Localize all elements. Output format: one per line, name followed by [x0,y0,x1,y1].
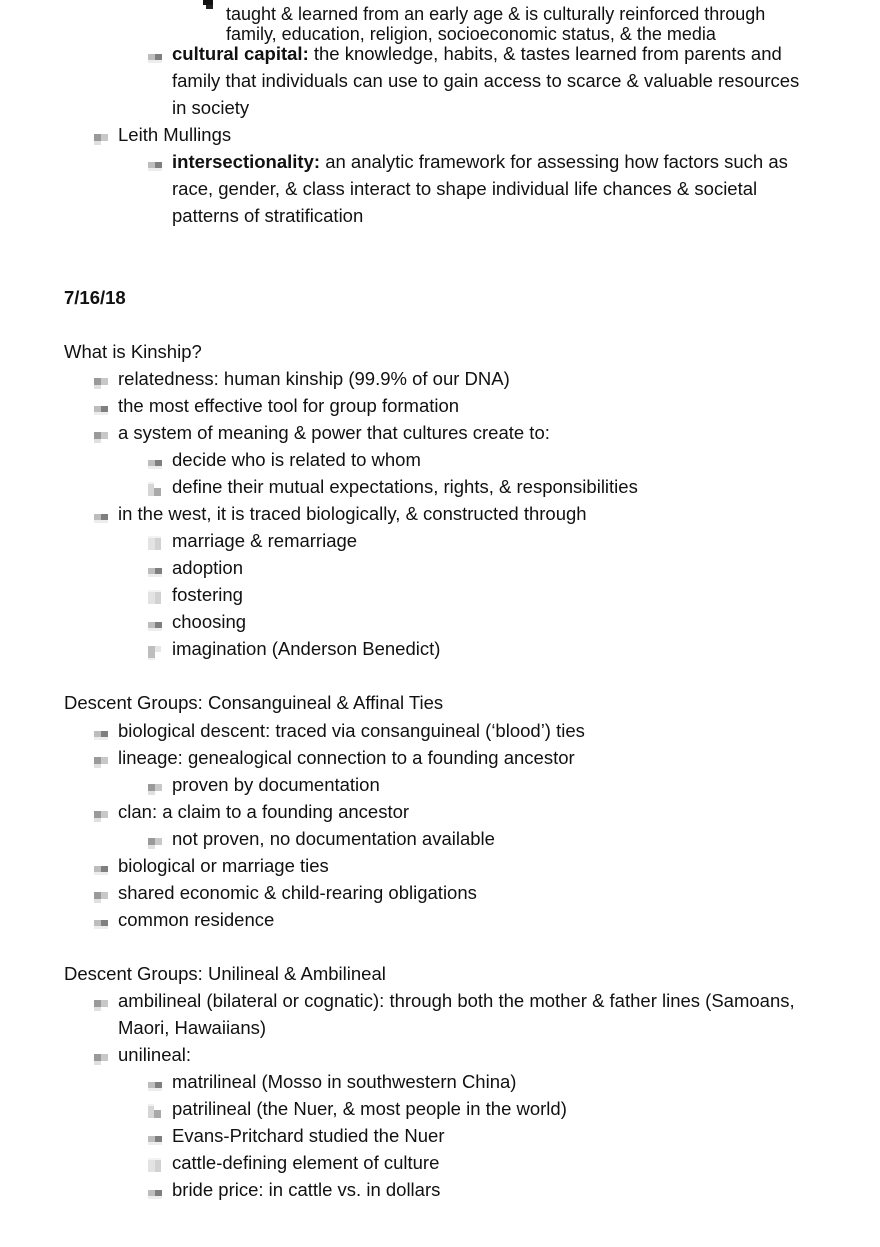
section-heading-descent-unilineal: Descent Groups: Unilineal & Ambilineal [64,963,386,984]
list-item: fostering [172,584,243,605]
bullet-icon [94,807,108,821]
list-item: define their mutual expectations, rights, & responsibilities [172,476,638,497]
section-heading-descent-consanguineal: Descent Groups: Consanguineal & Affinal Ties [64,692,444,713]
bullet-icon [148,1077,162,1091]
list-item: ambilineal (bilateral or cognatic): through both the mother & father lines (Samoans, Maori, Hawaiians) [118,990,795,1038]
list-item: biological descent: traced via consanguineal (‘blood’) ties [118,720,585,741]
bullet-icon [94,509,108,523]
bullet-icon [94,996,108,1010]
bullet-icon [148,834,162,848]
bullet-icon [148,536,162,550]
list-item: decide who is related to whom [172,449,421,470]
definition-cultural-capital: the knowledge, habits, & tastes learned from parents and family that individuals can use to gain access to scarce & valuable resources in society [172,43,800,118]
bullet-icon [94,428,108,442]
list-item: choosing [172,611,247,632]
bullet-icon [148,563,162,577]
list-item: relatedness: human kinship (99.9% of our DNA) [118,368,510,389]
list-item: marriage & remarriage [172,530,358,551]
list-item: in the west, it is traced biologically, & constructed through [118,503,587,524]
list-item: Evans-Pritchard studied the Nuer [172,1125,445,1146]
bullet-icon [94,861,108,875]
bullet-icon [148,1131,162,1145]
list-item: bride price: in cattle vs. in dollars [172,1179,441,1200]
bullet-icon [203,0,217,14]
bullet-icon [94,888,108,902]
section-heading-kinship: What is Kinship? [64,341,202,362]
list-item: adoption [172,557,243,578]
bullet-icon [148,617,162,631]
bullet-icon [94,726,108,740]
list-item: clan: a claim to a founding ancestor [118,801,410,822]
bullet-icon [148,1158,162,1172]
list-item: the most effective tool for group formation [118,395,460,416]
note-line: family, education, religion, socioeconomic status, & the media [226,24,716,44]
note-line: taught & learned from an early age & is culturally reinforced through [226,4,766,24]
bullet-icon [148,1185,162,1199]
bullet-icon [148,482,162,496]
bullet-icon [94,374,108,388]
term-intersectionality: intersectionality: [172,151,321,172]
list-item: matrilineal (Mosso in southwestern China) [172,1071,517,1092]
bullet-icon [148,455,162,469]
bullet-icon [148,780,162,794]
list-item: proven by documentation [172,774,380,795]
list-item: lineage: genealogical connection to a founding ancestor [118,747,575,768]
list-item: imagination (Anderson Benedict) [172,638,441,659]
list-item: patrilineal (the Nuer, & most people in the world) [172,1098,567,1119]
list-item: Leith Mullings [118,124,232,145]
bullet-icon [94,915,108,929]
list-item: unilineal: [118,1044,192,1065]
bullet-icon [94,753,108,767]
list-item: shared economic & child-rearing obligations [118,882,477,903]
list-item: cattle-defining element of culture [172,1152,440,1173]
list-item: a system of meaning & power that cultures create to: [118,422,550,443]
cultural-capital-item [172,40,812,121]
bullet-icon [148,157,162,171]
bullet-icon [148,49,162,63]
date-heading: 7/16/18 [64,287,126,308]
list-item: biological or marriage ties [118,855,329,876]
bullet-icon [94,130,108,144]
term-cultural-capital: cultural capital: [172,43,309,64]
bullet-icon [148,644,162,658]
bullet-icon [148,1104,162,1118]
bullet-icon [148,590,162,604]
definition-intersectionality: an analytic framework for assessing how factors such as race, gender, & class interact to shape individual life chances & societal patterns of stratification [172,151,788,226]
list-item: not proven, no documentation available [172,828,495,849]
bullet-icon [94,401,108,415]
list-item: common residence [118,909,275,930]
bullet-icon [94,1050,108,1064]
intersectionality-item [172,148,822,229]
